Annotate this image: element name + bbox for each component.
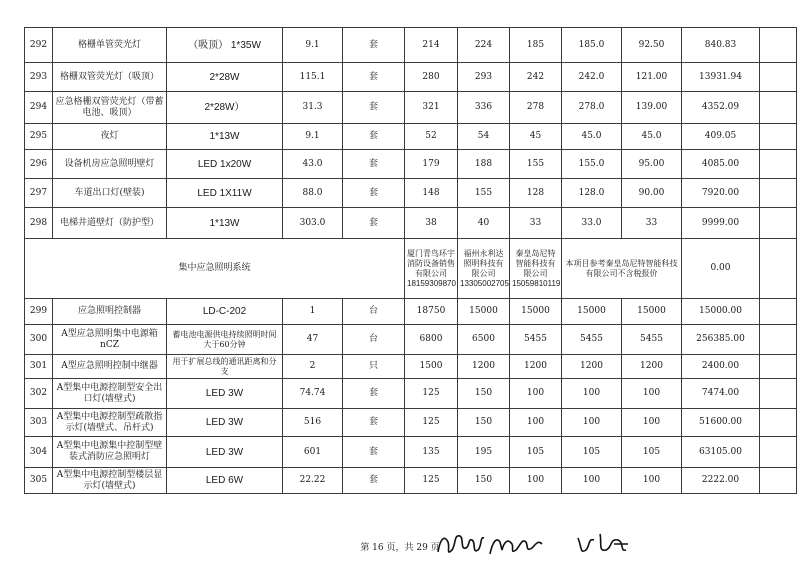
unit-price: 100: [562, 379, 622, 409]
vendor-3-price: 100: [510, 409, 562, 437]
unit: 只: [343, 355, 405, 379]
unit-price: 5455: [562, 325, 622, 355]
row-number: 293: [25, 63, 53, 92]
vendor-3-price: 100: [510, 468, 562, 494]
vendor-2-price: 224: [458, 28, 510, 63]
blank-cell: [760, 208, 797, 239]
unit: 台: [343, 299, 405, 325]
item-name: A型应急照明控制中继器: [53, 355, 167, 379]
vendor-1-price: 6800: [405, 325, 458, 355]
vendor-1-price: 280: [405, 63, 458, 92]
table-row: [25, 299, 797, 325]
adjusted-price: 33: [622, 208, 682, 239]
blank-cell: [760, 468, 797, 494]
vendor-2-price: 54: [458, 124, 510, 150]
quantity: 115.1: [283, 63, 343, 92]
quantity: 601: [283, 437, 343, 468]
vendor-1-price: 135: [405, 437, 458, 468]
vendor-2-price: 188: [458, 150, 510, 179]
line-total: 7920.00: [682, 179, 760, 208]
vendor-2-price: 150: [458, 409, 510, 437]
item-name: A型集中电源控制型疏散指示灯(墙壁式、吊杆式): [53, 409, 167, 437]
row-number: 299: [25, 299, 53, 325]
blank-cell: [760, 409, 797, 437]
unit-price: 105: [562, 437, 622, 468]
vendor-3-price: 45: [510, 124, 562, 150]
table-row: [25, 409, 797, 437]
item-spec: 蓄电池电源供电持续照明时间大于60分钟: [167, 325, 283, 355]
vendor-3-price: 33: [510, 208, 562, 239]
line-total: 2222.00: [682, 468, 760, 494]
quantity: 9.1: [283, 28, 343, 63]
unit-price: 100: [562, 468, 622, 494]
vendor-2-name: 福州永利达照明科技有限公司13305002705: [458, 239, 510, 299]
item-spec: LED 6W: [167, 468, 283, 494]
adjusted-price: 5455: [622, 325, 682, 355]
item-spec: LED 3W: [167, 379, 283, 409]
vendor-1-price: 214: [405, 28, 458, 63]
row-number: 294: [25, 92, 53, 124]
unit-price: 278.0: [562, 92, 622, 124]
blank-cell: [760, 28, 797, 63]
adjusted-price: 45.0: [622, 124, 682, 150]
unit-price: 15000: [562, 299, 622, 325]
table-row: [25, 379, 797, 409]
adjusted-price: 100: [622, 468, 682, 494]
item-name: 车道出口灯(壁装): [53, 179, 167, 208]
item-name: A型集中电源控制型安全出口灯(墙壁式): [53, 379, 167, 409]
blank-cell: [760, 239, 797, 299]
vendor-3-name: 秦皇岛尼特智能科技有限公司15059810119: [510, 239, 562, 299]
unit-price: 1200: [562, 355, 622, 379]
vendor-2-price: 155: [458, 179, 510, 208]
vendor-1-price: 52: [405, 124, 458, 150]
adjusted-price: 139.00: [622, 92, 682, 124]
unit: 台: [343, 325, 405, 355]
table-row: [25, 150, 797, 179]
adjusted-price: 92.50: [622, 28, 682, 63]
unit: 套: [343, 28, 405, 63]
vendor-2-price: 40: [458, 208, 510, 239]
blank-cell: [760, 124, 797, 150]
item-spec: LD-C-202: [167, 299, 283, 325]
quantity: 88.0: [283, 179, 343, 208]
item-spec: 用于扩展总线的通讯距离和分支: [167, 355, 283, 379]
quantity: 1: [283, 299, 343, 325]
quantity: 9.1: [283, 124, 343, 150]
vendor-2-price: 293: [458, 63, 510, 92]
item-name: A型应急照明集中电源箱nCZ: [53, 325, 167, 355]
table-row: [25, 124, 797, 150]
row-number: 301: [25, 355, 53, 379]
vendor-1-price: 125: [405, 409, 458, 437]
vendor-reference-note: 本项目参考秦皇岛尼特智能科技有限公司不含税报价: [562, 239, 682, 299]
blank-cell: [760, 150, 797, 179]
blank-cell: [760, 63, 797, 92]
line-total: 2400.00: [682, 355, 760, 379]
row-number: 305: [25, 468, 53, 494]
item-spec: 2*28W）: [167, 92, 283, 124]
line-total: 4085.00: [682, 150, 760, 179]
row-number: 297: [25, 179, 53, 208]
line-total: 9999.00: [682, 208, 760, 239]
unit-price: 185.0: [562, 28, 622, 63]
unit-price: 33.0: [562, 208, 622, 239]
section-title: 集中应急照明系统: [25, 239, 405, 299]
vendor-3-price: 242: [510, 63, 562, 92]
table-row: [25, 63, 797, 92]
line-total: 63105.00: [682, 437, 760, 468]
adjusted-price: 121.00: [622, 63, 682, 92]
table-row: [25, 28, 797, 63]
unit: 套: [343, 379, 405, 409]
adjusted-price: 105: [622, 437, 682, 468]
blank-cell: [760, 437, 797, 468]
item-name: 应急照明控制器: [53, 299, 167, 325]
unit-price: 100: [562, 409, 622, 437]
row-number: 304: [25, 437, 53, 468]
item-spec: LED 3W: [167, 437, 283, 468]
vendor-1-price: 125: [405, 468, 458, 494]
vendor-3-price: 185: [510, 28, 562, 63]
item-spec: （吸顶） 1*35W: [167, 28, 283, 63]
unit-price: 128.0: [562, 179, 622, 208]
item-name: A型集中电源控制型楼层显示灯(墙壁式): [53, 468, 167, 494]
handwritten-signatures: [430, 520, 660, 564]
vendor-1-price: 18750: [405, 299, 458, 325]
page-number: 第 16 页，共 29 页: [360, 543, 440, 553]
item-name: 格栅单管荧光灯: [53, 28, 167, 63]
adjusted-price: 15000: [622, 299, 682, 325]
vendor-3-price: 105: [510, 437, 562, 468]
blank-cell: [760, 355, 797, 379]
blank-cell: [760, 179, 797, 208]
vendor-1-price: 148: [405, 179, 458, 208]
item-name: 格栅双管荧光灯（吸顶）: [53, 63, 167, 92]
row-number: 298: [25, 208, 53, 239]
price-table: [24, 27, 797, 494]
unit: 套: [343, 63, 405, 92]
item-spec: 2*28W: [167, 63, 283, 92]
section-total: 0.00: [682, 239, 760, 299]
item-name: A型集中电源集中控制型壁装式消防应急照明灯: [53, 437, 167, 468]
item-name: 电梯井道壁灯（防护型）: [53, 208, 167, 239]
quantity: 2: [283, 355, 343, 379]
unit: 套: [343, 124, 405, 150]
line-total: 15000.00: [682, 299, 760, 325]
item-spec: LED 3W: [167, 409, 283, 437]
vendor-2-price: 6500: [458, 325, 510, 355]
line-total: 13931.94: [682, 63, 760, 92]
adjusted-price: 100: [622, 409, 682, 437]
vendor-2-price: 150: [458, 379, 510, 409]
vendor-3-price: 278: [510, 92, 562, 124]
unit: 套: [343, 150, 405, 179]
unit: 套: [343, 179, 405, 208]
unit: 套: [343, 92, 405, 124]
line-total: 409.05: [682, 124, 760, 150]
vendor-3-price: 5455: [510, 325, 562, 355]
quantity: 22.22: [283, 468, 343, 494]
vendor-1-price: 38: [405, 208, 458, 239]
quantity: 516: [283, 409, 343, 437]
quantity: 47: [283, 325, 343, 355]
item-name: 应急格栅双管荧光灯（带蓄电池、吸顶）: [53, 92, 167, 124]
table-row: [25, 179, 797, 208]
line-total: 4352.09: [682, 92, 760, 124]
vendor-3-price: 128: [510, 179, 562, 208]
line-total: 840.83: [682, 28, 760, 63]
row-number: 292: [25, 28, 53, 63]
unit: 套: [343, 468, 405, 494]
vendor-1-price: 1500: [405, 355, 458, 379]
unit-price: 242.0: [562, 63, 622, 92]
line-total: 256385.00: [682, 325, 760, 355]
blank-cell: [760, 92, 797, 124]
table-row: [25, 355, 797, 379]
row-number: 302: [25, 379, 53, 409]
item-name: 设备机房应急照明壁灯: [53, 150, 167, 179]
unit-price: 45.0: [562, 124, 622, 150]
table-row: [25, 208, 797, 239]
unit-price: 155.0: [562, 150, 622, 179]
adjusted-price: 100: [622, 379, 682, 409]
adjusted-price: 90.00: [622, 179, 682, 208]
quantity: 43.0: [283, 150, 343, 179]
vendor-2-price: 150: [458, 468, 510, 494]
vendor-1-name: 厦门青鸟环宇消防设备销售有限公司18159309870: [405, 239, 458, 299]
blank-cell: [760, 379, 797, 409]
vendor-1-price: 321: [405, 92, 458, 124]
item-spec: 1*13W: [167, 208, 283, 239]
vendor-1-price: 179: [405, 150, 458, 179]
vendor-1-price: 125: [405, 379, 458, 409]
vendor-3-price: 1200: [510, 355, 562, 379]
row-number: 303: [25, 409, 53, 437]
table-row: [25, 468, 797, 494]
item-spec: 1*13W: [167, 124, 283, 150]
quantity: 31.3: [283, 92, 343, 124]
table-row: [25, 325, 797, 355]
line-total: 7474.00: [682, 379, 760, 409]
row-number: 300: [25, 325, 53, 355]
vendor-3-price: 100: [510, 379, 562, 409]
row-number: 296: [25, 150, 53, 179]
vendor-2-price: 195: [458, 437, 510, 468]
unit: 套: [343, 409, 405, 437]
line-total: 51600.00: [682, 409, 760, 437]
vendor-2-price: 336: [458, 92, 510, 124]
blank-cell: [760, 299, 797, 325]
unit: 套: [343, 437, 405, 468]
vendor-3-price: 15000: [510, 299, 562, 325]
item-spec: LED 1X11W: [167, 179, 283, 208]
quantity: 74.74: [283, 379, 343, 409]
vendor-2-price: 1200: [458, 355, 510, 379]
item-name: 夜灯: [53, 124, 167, 150]
vendor-3-price: 155: [510, 150, 562, 179]
adjusted-price: 1200: [622, 355, 682, 379]
section-header-row: [25, 239, 797, 299]
table-row: [25, 92, 797, 124]
row-number: 295: [25, 124, 53, 150]
item-spec: LED 1x20W: [167, 150, 283, 179]
blank-cell: [760, 325, 797, 355]
unit: 套: [343, 208, 405, 239]
vendor-2-price: 15000: [458, 299, 510, 325]
table-row: [25, 437, 797, 468]
quantity: 303.0: [283, 208, 343, 239]
adjusted-price: 95.00: [622, 150, 682, 179]
